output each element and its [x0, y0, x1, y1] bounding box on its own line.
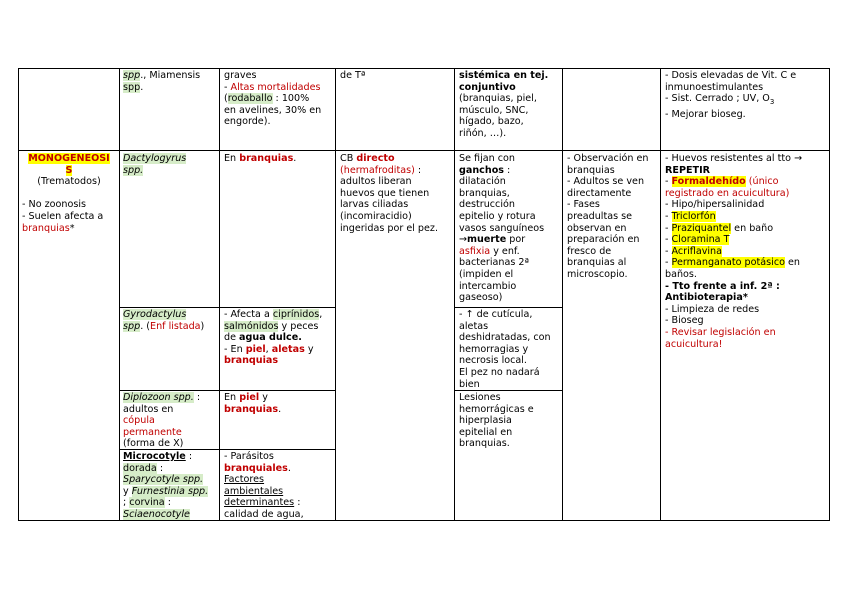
cell-text: y: [259, 392, 268, 403]
cell-text: en baño: [731, 222, 774, 234]
cell-text: :: [193, 392, 201, 403]
cell-text: deshidratadas, con: [459, 332, 551, 344]
highlight-text: branquiales: [224, 462, 288, 474]
cell-r4-species: [123, 392, 200, 450]
cell-r1-location: [224, 70, 321, 128]
subscript: 3: [769, 98, 775, 107]
cell-text: .: [140, 81, 144, 93]
host-name: corvina: [129, 497, 165, 509]
cell-text: huevos que tienen: [340, 187, 430, 199]
cell-text: -: [665, 176, 672, 188]
cell-text: Se fijan con: [459, 153, 515, 164]
cell-text: -: [665, 245, 672, 257]
cell-text: *: [742, 292, 748, 304]
cell-text: baños.: [665, 268, 697, 280]
cell-text: El pez no nadará: [459, 366, 540, 378]
highlight-text: asfixia: [459, 245, 491, 257]
species-name: Microcotyle: [123, 451, 186, 462]
cell-text: - Adultos se ven: [567, 176, 645, 188]
cell-text: agua dulce.: [239, 332, 302, 344]
cell-text: epitelio y rotura: [459, 210, 536, 222]
table-col-divider: [119, 68, 120, 521]
cell-text: adultos en: [123, 403, 174, 415]
cell-text: - Limpieza de redes: [665, 303, 760, 315]
cell-text: ;: [123, 497, 130, 509]
species-name: Gyrodactylus: [123, 309, 187, 320]
cell-r3-pathogenesis: [459, 309, 551, 390]
highlight-text: Altas mortalidades: [230, 81, 321, 93]
cell-text: ,: [265, 343, 272, 355]
cell-text: preparación en: [567, 234, 640, 246]
drug-name: Triclorfón: [671, 210, 716, 222]
cell-r1-pathogenesis: [459, 70, 548, 140]
table-border-top: [18, 68, 830, 69]
cell-text: . (: [140, 320, 151, 332]
table-row-divider: [18, 150, 830, 151]
highlight-text: branquias: [22, 222, 70, 234]
species-name: Dactylogyrus: [123, 153, 187, 164]
cell-text: - Huevos resistentes al tto →: [665, 153, 803, 164]
host-name: ciprínidos: [272, 309, 320, 320]
cell-text: en: [784, 257, 801, 269]
cell-text: - No zoonosis: [22, 199, 86, 211]
cell-text: hiperplasia: [459, 415, 512, 427]
cell-text: y: [123, 485, 132, 497]
cell-text: -: [665, 222, 672, 234]
table-col-divider: [219, 68, 220, 521]
cell-text: riñón, …).: [459, 127, 507, 139]
table-row-divider: [119, 307, 335, 308]
cell-text: calidad de agua,: [224, 508, 304, 520]
species-name: spp: [123, 70, 141, 81]
species-name: Sparycotyle spp.: [123, 474, 204, 486]
cell-text: directamente: [567, 187, 632, 199]
drug-name: Praziquantel: [671, 222, 732, 234]
cell-text: conjuntivo: [459, 81, 516, 93]
cell-text: y enf.: [490, 245, 520, 257]
species-name: Furnestinia spp.: [131, 485, 209, 497]
cell-text: :: [414, 164, 422, 176]
cell-text: bacterianas 2ª: [459, 257, 530, 269]
highlight-text: branquias: [224, 355, 279, 367]
cell-text: aletas: [459, 320, 489, 332]
cell-text: - Fases: [567, 199, 600, 211]
cell-text: Factores: [224, 474, 265, 486]
cell-text: ., Miamensis: [140, 70, 201, 81]
cell-text: - Dosis elevadas de Vit. C e: [665, 70, 797, 81]
cell-text: - Tto frente a inf. 2ª :: [665, 280, 780, 292]
cell-text: (Trematodos): [37, 176, 101, 188]
cell-r3-location: [224, 309, 322, 367]
cell-text: hemorragias y: [459, 343, 529, 355]
cell-text: - Afecta a: [224, 309, 273, 320]
cell-text: :: [156, 462, 164, 474]
cell-text: vasos sanguíneos: [459, 222, 545, 234]
cell-text: -: [224, 81, 231, 93]
highlight-text: registrado en acuicultura): [665, 187, 790, 199]
cell-text: - Sist. Cerrado ; UV, O: [665, 93, 770, 105]
cell-r4-pathogenesis: [459, 392, 534, 450]
cell-text: engorde).: [224, 116, 271, 128]
cell-r1-species: [123, 70, 200, 93]
cell-text: CB: [340, 153, 357, 164]
cell-text: muerte: [467, 234, 507, 246]
cell-text: ambientales: [224, 485, 284, 497]
cell-r2-treatment: [665, 153, 802, 350]
cell-text: por: [506, 234, 526, 246]
cell-text: - ↑ de cutícula,: [459, 309, 533, 320]
species-name: Diplozoon spp.: [123, 392, 194, 403]
cell-r2-pathogenesis: [459, 153, 544, 304]
cell-text: Antibioterapia: [665, 292, 743, 304]
highlight-text: permanente: [123, 426, 182, 438]
cell-r2-diagnosis: [567, 153, 648, 281]
highlight-text: acuicultura!: [665, 338, 723, 350]
cell-text: Lesiones: [459, 392, 501, 403]
cell-text: de: [224, 332, 240, 344]
cell-text: - Hipo/hipersalinidad: [665, 199, 765, 211]
cell-text: :: [294, 497, 301, 509]
cell-r2-species: [123, 153, 186, 176]
cell-text: hígado, bazo,: [459, 116, 524, 128]
cell-text: ingeridas por el pez.: [340, 222, 439, 234]
cell-text: - Suelen afecta a: [22, 210, 104, 222]
species-name: spp.: [123, 164, 144, 176]
cell-text: gaseoso): [459, 292, 503, 304]
cell-text: branquias: [567, 164, 615, 176]
cell-text: intercambio: [459, 280, 517, 292]
cell-text: :: [164, 497, 171, 509]
cell-text: bien: [459, 378, 480, 390]
drug-name: Cloramina T: [671, 234, 730, 246]
drug-name: Permanganato potásico: [671, 257, 785, 269]
cell-text: - Parásitos: [224, 451, 274, 462]
highlight-text: piel: [239, 392, 260, 403]
highlight-text: aletas: [271, 343, 305, 355]
cell-r2-location: [224, 153, 296, 165]
highlight-text: branquias: [224, 403, 279, 415]
cell-text: observan en: [567, 222, 627, 234]
cell-text: (impiden el: [459, 268, 514, 280]
highlight-text: (único: [745, 176, 779, 188]
highlight-text: Enf listada: [150, 320, 201, 332]
highlight-text: directo: [356, 153, 395, 164]
cell-text: :: [185, 451, 193, 462]
cell-text: preadultas se: [567, 210, 633, 222]
cell-text: determinantes: [224, 497, 295, 509]
cell-text: adultos liberan: [340, 176, 412, 188]
cell-text: - Observación en: [567, 153, 649, 164]
cell-text: En: [224, 153, 240, 164]
cell-text: ganchos: [459, 164, 504, 176]
highlight-text: branquias: [239, 153, 294, 164]
table-col-divider: [18, 68, 19, 521]
cell-text: en avelines, 30% en: [224, 104, 322, 116]
table-col-divider: [660, 68, 661, 521]
cell-r5-species: [123, 451, 208, 521]
cell-text: graves: [224, 70, 257, 81]
cell-text: epitelial en: [459, 426, 513, 438]
table-col-divider: [829, 68, 830, 521]
cell-text: larvas ciliadas: [340, 199, 409, 211]
cell-text: REPETIR: [665, 164, 711, 176]
cell-text: microscopio.: [567, 268, 628, 280]
cell-text: (: [224, 93, 228, 105]
cell-text: inmunoestimulantes: [665, 81, 764, 93]
cell-text: - En: [224, 343, 246, 355]
table-row-divider: [119, 390, 335, 391]
cell-r5-location: [224, 451, 304, 521]
cell-text: -: [665, 257, 672, 269]
cell-text: y: [304, 343, 314, 355]
cell-text: -: [665, 234, 672, 246]
table-col-divider: [562, 68, 563, 521]
cell-text: En: [224, 392, 240, 403]
cell-text: branquias.: [459, 438, 510, 450]
highlight-text: cópula: [123, 415, 155, 427]
cell-text: branquias al: [567, 257, 627, 269]
cell-r4-location: [224, 392, 281, 415]
cell-text: destrucción: [459, 199, 515, 211]
highlight-text: - Revisar legislación en: [665, 326, 776, 338]
cell-text: :: [504, 164, 511, 176]
cell-text: fresco de: [567, 245, 612, 257]
cell-text: y peces: [278, 320, 319, 332]
cell-r2-group: [22, 153, 116, 234]
cell-text: (incomiracidio): [340, 210, 412, 222]
cell-text: : 100%: [272, 93, 310, 105]
arrow-icon: →: [459, 234, 468, 246]
cell-text: necrosis local.: [459, 355, 527, 367]
host-name: dorada: [123, 462, 157, 474]
cell-text: *: [69, 222, 75, 234]
cell-text: de Tª: [340, 70, 366, 81]
host-name: salmónidos: [224, 320, 279, 332]
cell-text: (branquias, piel,: [459, 93, 537, 105]
drug-name: Acriflavina: [671, 245, 723, 257]
highlight-text: piel: [245, 343, 266, 355]
species-name: spp: [123, 81, 141, 93]
species-name: spp: [123, 320, 141, 332]
cell-text: dilatación: [459, 176, 506, 188]
group-title: S: [65, 164, 73, 176]
cell-text: hemorrágicas e: [459, 403, 534, 415]
cell-text: - Mejorar bioseg.: [665, 108, 746, 120]
cell-r1-treatment: [665, 70, 796, 120]
cell-text: - Bioseg: [665, 315, 704, 327]
cell-text: sistémica en tej.: [459, 70, 549, 81]
group-title: MONOGENEOSI: [28, 153, 110, 164]
cell-text: .: [293, 153, 297, 164]
cell-r3-species: [123, 309, 204, 332]
drug-name: Formaldehído: [671, 176, 746, 188]
highlight-text: (hermafroditas): [340, 164, 415, 176]
species-name: Sciaenocotyle: [123, 508, 190, 520]
cell-text: ): [200, 320, 205, 332]
table-col-divider: [454, 68, 455, 521]
cell-r2-cycle: [340, 153, 438, 234]
table-row-divider: [454, 307, 562, 308]
table-col-divider: [335, 68, 336, 521]
cell-text: ,: [319, 309, 323, 320]
host-name: rodaballo: [227, 93, 273, 105]
cell-text: -: [665, 210, 672, 222]
cell-r1-cycle: [340, 70, 365, 82]
cell-text: (forma de X): [123, 438, 184, 450]
cell-text: branquias,: [459, 187, 510, 199]
cell-text: músculo, SNC,: [459, 104, 529, 116]
cell-text: .: [278, 403, 282, 415]
cell-text: .: [287, 462, 291, 474]
